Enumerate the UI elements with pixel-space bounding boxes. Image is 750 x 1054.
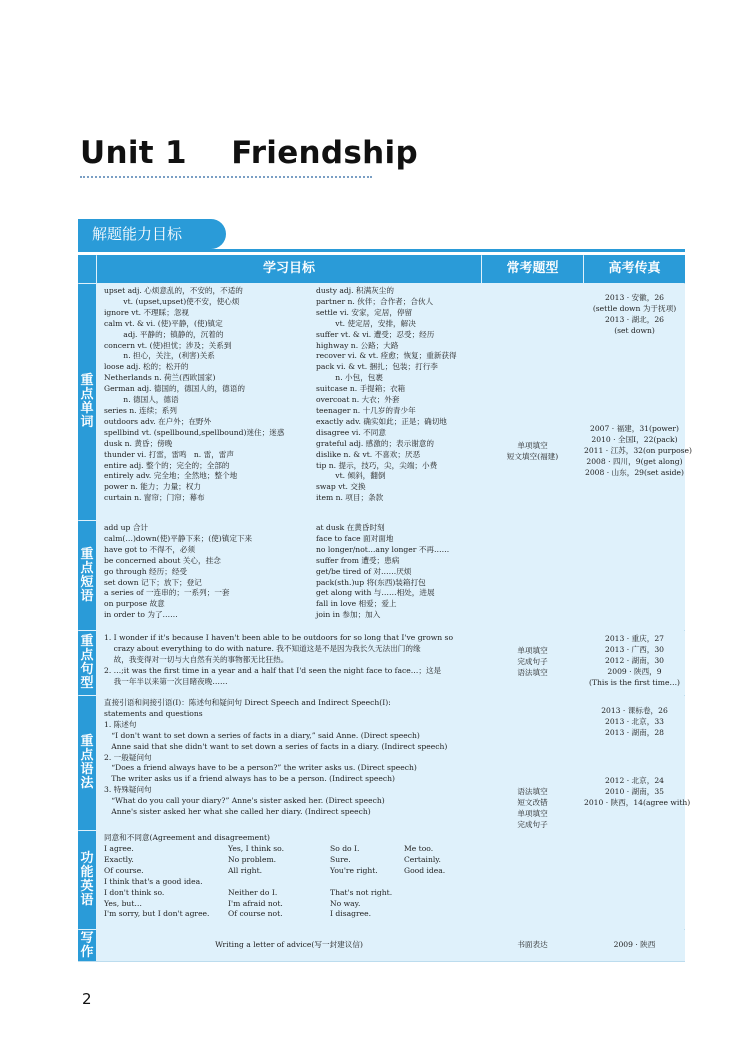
- function-col2: Yes, I think so. No problem. All right. Neither do I. I'm afraid not. Of course not.: [228, 844, 285, 919]
- phrase-left: add up 合计 calm(…)down(使)平静下来；(使)镇定下来 have got to 不得不，必须 be concerned about 关心，挂念 go through 经历；经受 set down 记下；放下；登记 a series of 一连串的；一系列；一套 on purpose 故意 in order to 为了……: [104, 523, 253, 620]
- grammar-text: 直接引语和间接引语(Ⅰ)：陈述句和疑问句 Direct Speech and Indirect Speech(Ⅰ): statements and questions 1. 陈述句 “I don't want to set down a series of facts in a diary,” said Anne. (Direct speech) Anne said that she didn't want to set down a series of facts in a diary. (Indirect speech) 2. 一般疑问句 “Does a friend always have to be a person?” the writer asks us. (Direct speech) The writer asks us if a friend always has to be a person. (Indirect speech) 3. 特殊疑问句 “What do you call your diary?” Anne's sister asked her. (Direct speech) Anne's sister asked her what she called her diary. (Indirect speech): [104, 698, 448, 817]
- grammar-type: 语法填空 短文改错 单项填空 完成句子: [517, 787, 548, 829]
- unit-title: Unit 1 Friendship: [80, 135, 418, 171]
- function-col1: I agree. Exactly. Of course. I think that's a good idea. I don't think so. Yes, but… I'm sorry, but I don't agree.: [104, 844, 210, 919]
- label-phrase: 重点短语: [78, 521, 96, 630]
- vocab-left: upset adj. 心烦意乱的，不安的，不适的 vt. (upset,upset)使不安，使心烦 ignore vt. 不理睬；忽视 calm vt. & vi. (使)平静，(使)镇定 adj. 平静的；镇静的，沉着的 concern vt. (使)担忧；涉及；关系到 n. 担心，关注，(利害)关系 loose adj. 松的；松开的 Netherlands n. 荷兰(西欧国家) German adj. 德国的，德国人的，德语的 n. 德国人，德语 series n. 连续；系列 outdoors adv. 在户外；在野外 spellbind vt. (spellbound,spellbound)迷住；迷惑 dusk n. 黄昏；傍晚 thunder vi. 打雷，雷鸣 n. 雷，雷声 entire adj. 整个的；完全的；全部的 entirely adv. 完全地；全然地；整个地 power n. 能力；力量；权力 curtain n. 窗帘；门帘；幕布: [104, 286, 285, 503]
- phrase-right: at dusk 在黄昏时刻 face to face 面对面地 no longer/not…any longer 不再…… suffer from 遭受；患病 get/be tired of 对……厌烦 pack(sth.)up 将(东西)装箱打包 get along with 与……相处，进展 fall in love 相爱；爱上 join in 参加；加入: [316, 523, 450, 620]
- writing-text: Writing a letter of advice(写一封建议信): [215, 940, 363, 949]
- sentence-text: 1. I wonder if it's because I haven't been able to be outdoors for so long that I've grown so crazy about everything to do with nature. 我不知道这是不是因为我长久无法出门的缘 故，我变得对一切与大自然有关的事物都无比狂热。 2. …;it was the first time in a year and a half that I'd seen the night face to face…；这是 我一年半以来第一次目睹夜晚……: [104, 633, 454, 686]
- title-underline: [80, 176, 372, 178]
- grammar-exam-b: 2012 · 北京，24 2010 · 湖南，35 2010 · 陕西，14(agree with): [584, 776, 691, 807]
- sentence-type: 单项填空 完成句子 语法填空: [517, 646, 548, 677]
- function-col4: Me too. Certainly. Good idea.: [404, 844, 446, 875]
- function-head: 同意和不同意(Agreement and disagreement): [104, 833, 271, 842]
- grammar-exam-a: 2013 · 课标卷，26 2013 · 北京，33 2013 · 湖南，28: [601, 706, 668, 737]
- section-banner: 解题能力目标: [78, 219, 226, 249]
- label-vocab: 重点单词: [78, 284, 96, 520]
- vocab-exam-a: 2013 · 安徽，26 (settle down 为于抚项) 2013 · 湖北，26 (set down): [592, 293, 677, 335]
- header-goal: 学习目标: [97, 255, 481, 283]
- function-col3: So do I. Sure. You're right. That's not right. No way. I disagree.: [330, 844, 393, 919]
- header-exam: 高考传真: [584, 255, 685, 283]
- label-writing: 写作: [78, 930, 96, 961]
- writing-type: 书面表达: [517, 940, 548, 949]
- banner-rule: [78, 249, 685, 252]
- sentence-exam: 2013 · 重庆，27 2013 · 广西，30 2012 · 湖南，30 2009 · 陕西，9 (This is the first time…): [588, 634, 681, 687]
- vocab-exam-b: 2007 · 福建，31(power) 2010 · 全国Ⅰ，22(pack) 2011 · 江苏，32(on purpose) 2008 · 四川，9(get along) 2008 · 山东，29(set aside): [584, 424, 693, 477]
- header-corner: [78, 255, 96, 283]
- vocab-type: 单项填空 短文填空(福建): [506, 441, 559, 461]
- label-grammar: 重点语法: [78, 696, 96, 830]
- label-function: 功能英语: [78, 831, 96, 929]
- header-type: 常考题型: [482, 255, 583, 283]
- writing-exam: 2009 · 陕西: [613, 940, 656, 949]
- label-sentence: 重点句型: [78, 631, 96, 695]
- vocab-right: dusty adj. 积满灰尘的 partner n. 伙伴；合作者；合伙人 settle vi. 安家，定居，停留 vt. 使定居，安排，解决 suffer vt. & vi. 遭受；忍受；经历 highway n. 公路；大路 recover vi. & vt. 痊愈；恢复；重新获得 pack vi. & vt. 捆扎；包装；打行李 n. 小包，包裹 suitcase n. 手提箱；衣箱 overcoat n. 大衣；外套 teenager n. 十几岁的青少年 exactly adv. 确实如此；正是；确切地 disagree vi. 不同意 grateful adj. 感激的；表示谢意的 dislike n. & vt. 不喜欢；厌恶 tip n. 提示，技巧，尖，尖端；小费 vt. 倾斜，翻倒 swap vt. 交换 item n. 项目；条款: [316, 286, 457, 503]
- page-number: 2: [82, 990, 92, 1008]
